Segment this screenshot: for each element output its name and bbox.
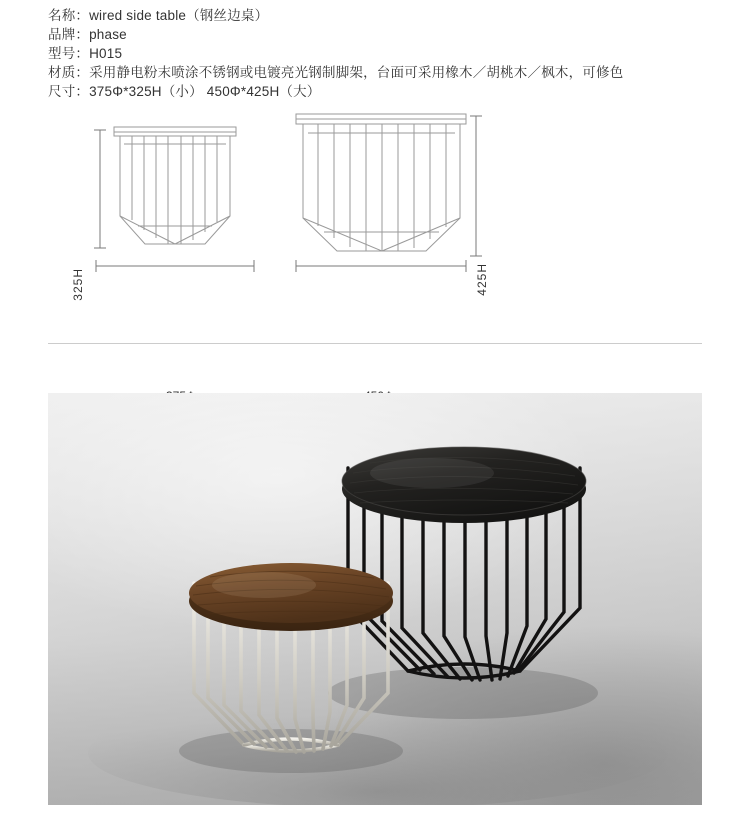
- spec-line-model: 型号：H015: [48, 46, 123, 61]
- large-table-drawing: [296, 114, 466, 251]
- small-height-label: 325H: [71, 268, 85, 301]
- chrome-side-table: [179, 563, 403, 773]
- spec-line-name: 名称：wired side table（钢丝边桌）: [48, 8, 269, 23]
- small-table-drawing: [114, 127, 236, 244]
- technical-drawings: [48, 108, 548, 308]
- product-photo: [48, 393, 702, 805]
- spec-line-material: 材质：采用静电粉末喷涂不锈钢或电镀亮光钢制脚架，台面可采用橡木／胡桃木／枫木，可修色: [48, 65, 624, 80]
- small-height-dimension: [94, 130, 106, 248]
- large-height-label: 425H: [475, 263, 489, 296]
- spec-line-brand: 品牌：phase: [48, 27, 127, 42]
- spec-text-block: [48, 6, 708, 101]
- small-width-dimension: [96, 260, 254, 272]
- large-height-dimension: [470, 116, 482, 256]
- large-width-dimension: [296, 260, 466, 272]
- section-divider: [48, 343, 702, 344]
- spec-line-size: 尺寸：375Φ*325H（小） 450Φ*425H（大）: [48, 84, 321, 99]
- drawing-svg-group: [48, 108, 548, 308]
- photo-illustration: [48, 393, 702, 805]
